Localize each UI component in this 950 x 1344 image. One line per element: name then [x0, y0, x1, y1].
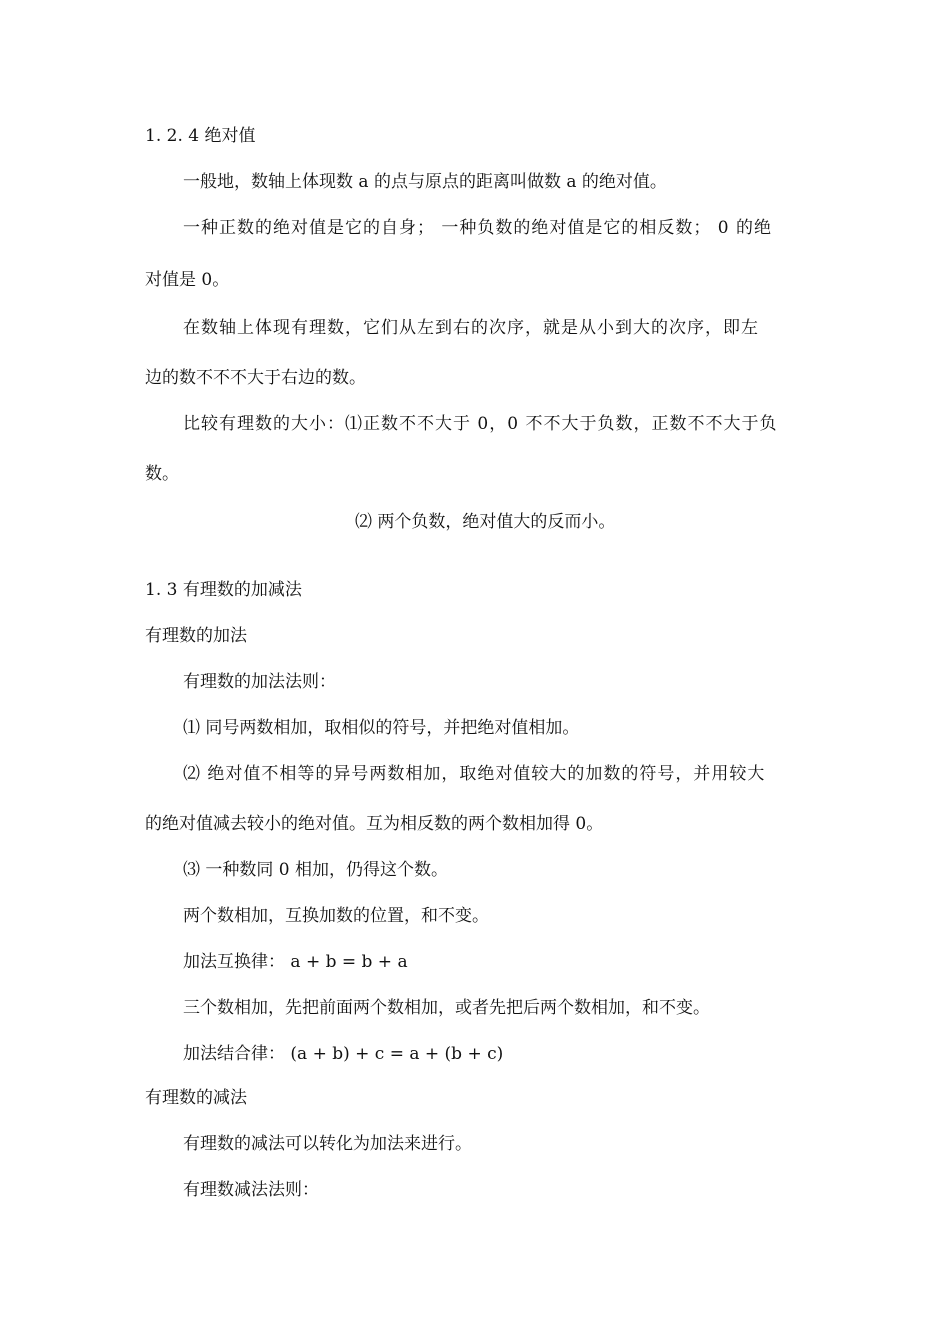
- addition-rule-3: ⑶ 一种数同 0 相加，仍得这个数。: [183, 860, 449, 880]
- paragraph-compare-line1: 比较有理数的大小：⑴正数不不大于 0，0 不不大于负数，正数不不大于负: [183, 414, 778, 434]
- addition-rule-title: 有理数的加法法则：: [183, 672, 336, 692]
- associative-description: 三个数相加，先把前面两个数相加，或者先把后两个数相加，和不变。: [183, 998, 710, 1018]
- addition-rule-2-line1: ⑵ 绝对值不相等的异号两数相加，取绝对值较大的加数的符号，并用较大: [183, 764, 766, 784]
- commutative-law: 加法互换律： a + b = b + a: [183, 952, 408, 972]
- paragraph-number-line-line1: 在数轴上体现有理数，它们从左到右的次序，就是从小到大的次序，即左: [183, 318, 759, 338]
- addition-rule-1: ⑴ 同号两数相加，取相似的符号，并把绝对值相加。: [183, 718, 580, 738]
- subtraction-rule-title: 有理数减法法则：: [183, 1180, 319, 1200]
- section-title-1-2-4: 1. 2. 4 绝对值: [145, 126, 256, 146]
- paragraph-definition: 一般地，数轴上体现数 a 的点与原点的距离叫做数 a 的绝对值。: [183, 172, 667, 192]
- section-title-1-3: 1. 3 有理数的加减法: [145, 580, 302, 600]
- subtraction-description: 有理数的减法可以转化为加法来进行。: [183, 1134, 472, 1154]
- paragraph-compare-line3: ⑵ 两个负数，绝对值大的反而小。: [355, 512, 616, 532]
- subsection-title-subtraction: 有理数的减法: [145, 1088, 247, 1108]
- associative-law: 加法结合律： (a + b) + c = a + (b + c): [183, 1044, 504, 1064]
- paragraph-abs-rule-line2: 对值是 0。: [145, 270, 230, 290]
- commutative-description: 两个数相加，互换加数的位置，和不变。: [183, 906, 489, 926]
- paragraph-number-line-line2: 边的数不不不大于右边的数。: [145, 368, 366, 388]
- addition-rule-2-line2: 的绝对值减去较小的绝对值。互为相反数的两个数相加得 0。: [145, 814, 604, 834]
- subsection-title-addition: 有理数的加法: [145, 626, 247, 646]
- paragraph-compare-line2: 数。: [145, 464, 179, 484]
- paragraph-abs-rule-line1: 一种正数的绝对值是它的自身； 一种负数的绝对值是它的相反数； 0 的绝: [183, 218, 773, 238]
